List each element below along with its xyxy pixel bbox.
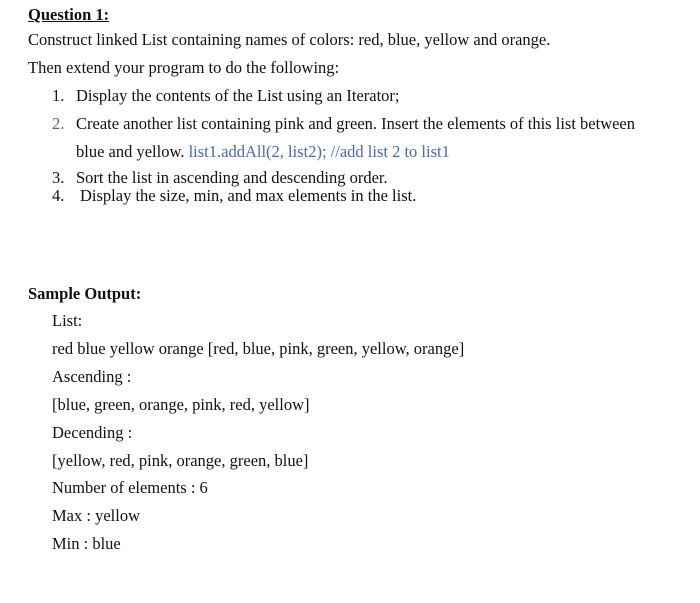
output-line: Number of elements : 6 xyxy=(52,478,208,497)
output-line: Max : yellow xyxy=(52,506,140,525)
question-extend: Then extend your program to do the following: xyxy=(28,58,340,77)
output-line: Decending : xyxy=(52,423,133,442)
sample-output-heading: Sample Output: xyxy=(28,284,142,303)
code-snippet: list1.addAll(2, list2); //add list 2 to list1 xyxy=(188,142,450,161)
output-line: Min : blue xyxy=(52,534,121,553)
list-item-number: 4. xyxy=(52,186,65,205)
output-line: red blue yellow orange [red, blue, pink, green, yellow, orange] xyxy=(52,339,465,358)
question-heading: Question 1: xyxy=(28,5,110,24)
list-item-continuation xyxy=(76,142,450,162)
output-line: [yellow, red, pink, orange, green, blue] xyxy=(52,451,309,470)
output-line: [blue, green, orange, pink, red, yellow] xyxy=(52,395,310,414)
list-item-text: Sort the list in ascending and descending order. xyxy=(76,168,388,187)
output-line: Ascending : xyxy=(52,367,132,386)
list-item-continuation-text: blue and yellow. xyxy=(76,142,189,161)
question-intro: Construct linked List containing names of colors: red, blue, yellow and orange. xyxy=(28,30,551,49)
list-item-text: Display the size, min, and max elements in the list. xyxy=(80,186,417,205)
output-line: List: xyxy=(52,311,83,330)
list-item-text: Create another list containing pink and green. Insert the elements of this list between xyxy=(76,114,636,133)
list-item-number: 2. xyxy=(52,114,65,133)
list-item-number: 1. xyxy=(52,86,65,105)
list-item-number: 3. xyxy=(52,168,65,187)
list-item-text: Display the contents of the List using an Iterator; xyxy=(76,86,400,105)
